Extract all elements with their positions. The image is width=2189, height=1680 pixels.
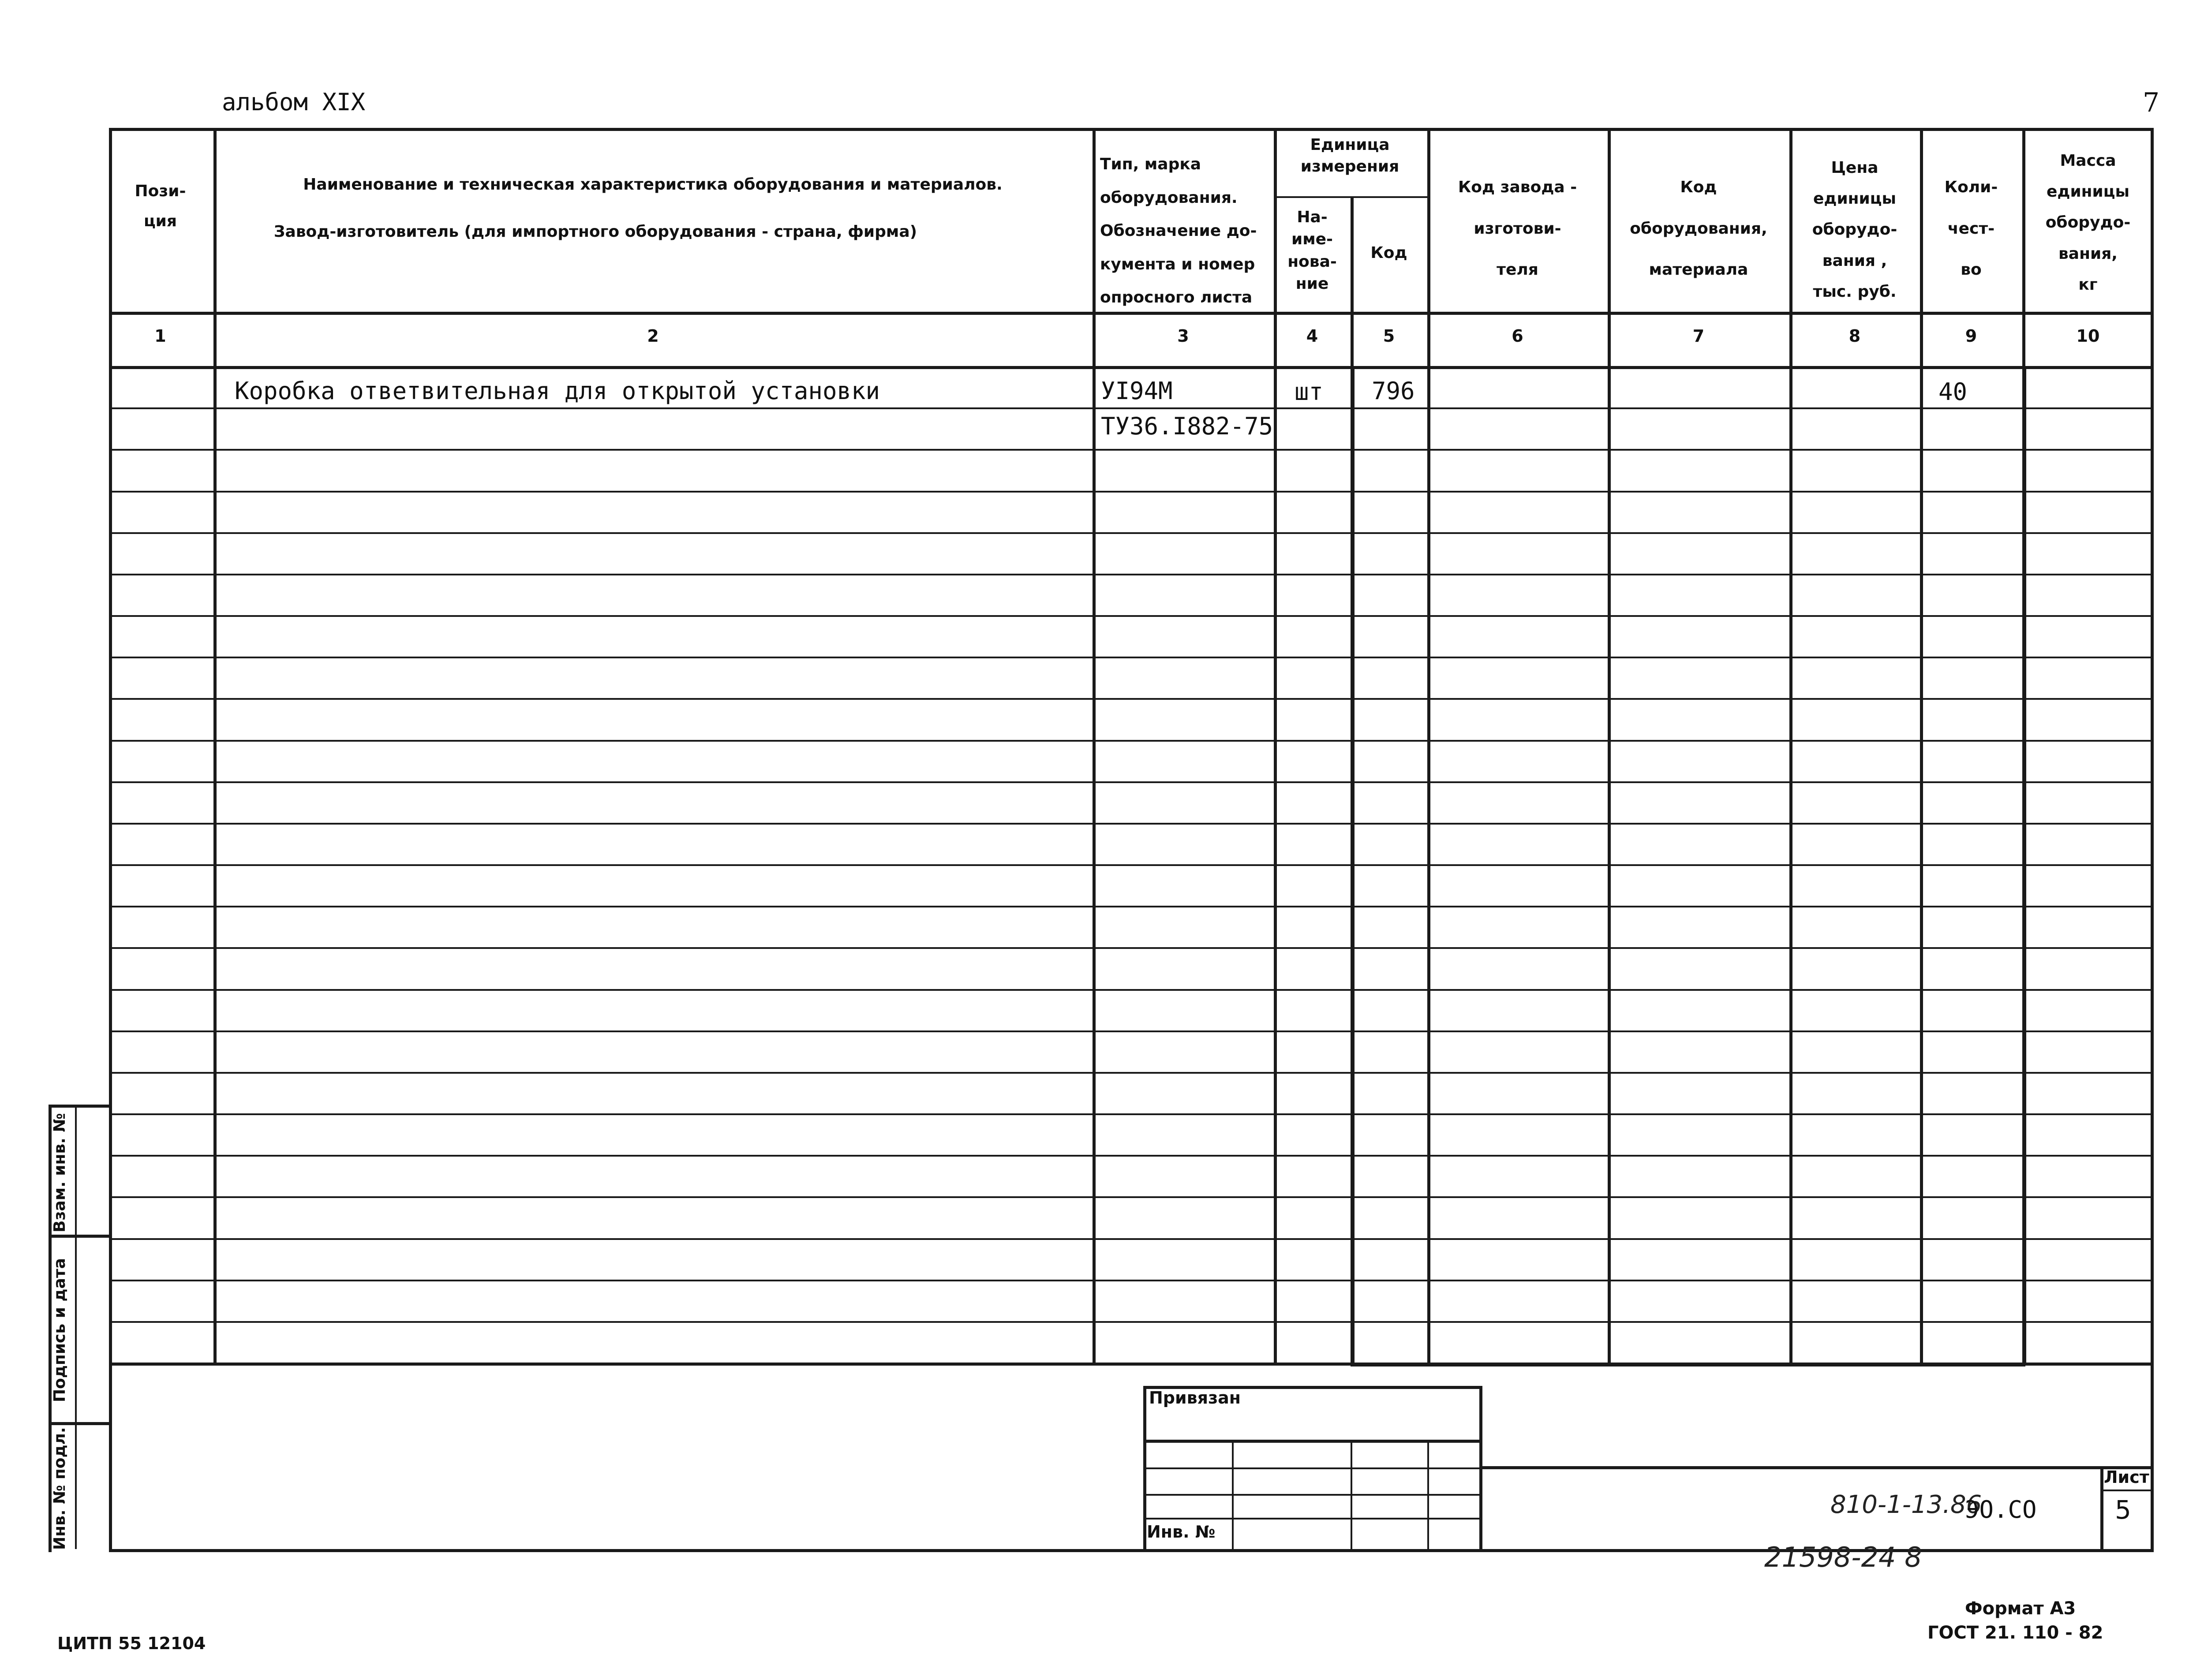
row-rule bbox=[109, 407, 2154, 409]
header-name: Наименование и техническая характеристика оборудования и материалов. bbox=[303, 175, 1003, 194]
column-number: 4 bbox=[1306, 326, 1318, 346]
column-number: 6 bbox=[1512, 326, 1523, 346]
box-left bbox=[1351, 366, 1355, 1365]
row-rule bbox=[109, 823, 2154, 825]
bound-block-col bbox=[1427, 1440, 1429, 1549]
row-1-quantity: 40 bbox=[1938, 378, 1968, 406]
gost-label: ГОСТ 21. 110 - 82 bbox=[1927, 1623, 2103, 1643]
header-equipment-code: Код оборудования, материала bbox=[1630, 178, 1767, 279]
row-2-type: ТУ36.I882-75 bbox=[1101, 412, 1273, 440]
sheet-label: Лист bbox=[2104, 1467, 2149, 1487]
title-strip-top bbox=[1479, 1466, 2154, 1469]
column-number: 2 bbox=[647, 326, 659, 346]
column-number: 9 bbox=[1965, 326, 1977, 346]
row-rule bbox=[109, 1072, 2154, 1074]
inv-label: Инв. № bbox=[1147, 1522, 1216, 1542]
row-rule bbox=[109, 947, 2154, 949]
column-rule bbox=[213, 128, 217, 1363]
album-label: альбом XIX bbox=[222, 88, 366, 116]
side-stamp-signature-date: Подпись и дата bbox=[51, 1258, 69, 1402]
side-stamp-top bbox=[49, 1105, 109, 1108]
header-unit-code: Код bbox=[1370, 244, 1407, 262]
frame-top bbox=[109, 128, 2154, 131]
column-number: 7 bbox=[1692, 326, 1705, 346]
bound-block-col bbox=[1351, 1440, 1352, 1549]
row-rule bbox=[109, 1030, 2154, 1032]
row-1-name: Коробка ответвительная для открытой установки bbox=[235, 377, 880, 405]
box-right bbox=[2022, 366, 2026, 1365]
format-label: Формат А3 bbox=[1965, 1598, 2076, 1619]
header-position: Пози- ция bbox=[135, 182, 186, 231]
sheet-number: 5 bbox=[2115, 1495, 2131, 1525]
side-stamp-sep-2 bbox=[49, 1422, 109, 1425]
column-number: 8 bbox=[1848, 326, 1861, 346]
header-name-sub: Завод-изготовитель (для импортного оборудования - страна, фирма) bbox=[273, 223, 917, 241]
row-rule bbox=[109, 532, 2154, 534]
row-rule bbox=[109, 657, 2154, 658]
side-stamp-original-inv: Инв. № подл. bbox=[51, 1427, 69, 1550]
row-rule bbox=[109, 989, 2154, 991]
row-rule bbox=[109, 491, 2154, 493]
column-number: 10 bbox=[2076, 326, 2100, 346]
row-rule bbox=[109, 1196, 2154, 1198]
row-rule bbox=[109, 1113, 2154, 1115]
side-stamp-sep-1 bbox=[49, 1235, 109, 1238]
column-rule bbox=[1608, 128, 1611, 1363]
bound-block-col bbox=[1232, 1440, 1234, 1549]
document-code: 810-1-13.86 bbox=[1830, 1490, 1982, 1519]
header-unit: Единица измерения bbox=[1300, 136, 1399, 175]
sheet-box-rule bbox=[2100, 1490, 2154, 1491]
row-rule bbox=[109, 615, 2154, 617]
numbers-bottom-rule bbox=[109, 366, 2154, 369]
header-manufacturer-code: Код завода - изготови- теля bbox=[1458, 178, 1577, 279]
section-code: ЭО.СО bbox=[1965, 1496, 2037, 1523]
handwritten-number: 21598-24 8 bbox=[1764, 1541, 1922, 1573]
sheet-box-left bbox=[2100, 1466, 2103, 1549]
unit-header-rule bbox=[1274, 196, 1427, 198]
row-rule bbox=[109, 740, 2154, 742]
header-mass: Масса единицы оборудо- вания, кг bbox=[2045, 152, 2131, 294]
column-number: 3 bbox=[1177, 326, 1189, 346]
publisher-label: ЦИТП 55 12104 bbox=[57, 1634, 206, 1653]
row-rule bbox=[109, 1321, 2154, 1323]
header-type: Тип, марка оборудования. Обозначение до- кумента и номер опросного листа bbox=[1100, 155, 1257, 307]
row-1-type: УI94М bbox=[1101, 377, 1173, 405]
column-rule bbox=[1920, 128, 1923, 1363]
bound-label: Привязан bbox=[1149, 1388, 1241, 1407]
header-quantity: Коли- чест- во bbox=[1944, 178, 1998, 279]
column-rule bbox=[1789, 128, 1792, 1363]
column-number: 1 bbox=[154, 326, 166, 346]
header-unit-name: На- име- нова- ние bbox=[1287, 208, 1337, 293]
row-rule bbox=[109, 698, 2154, 700]
row-rule bbox=[109, 574, 2154, 575]
side-stamp-mid bbox=[75, 1105, 77, 1549]
row-rule bbox=[109, 1155, 2154, 1157]
row-1-unit-code: 796 bbox=[1372, 377, 1415, 405]
header-price: Цена единицы оборудо- вания , тыс. руб. bbox=[1812, 159, 1897, 301]
side-stamp-replaced-inv: Взам. инв. № bbox=[51, 1113, 69, 1232]
row-rule bbox=[109, 1238, 2154, 1240]
column-number: 5 bbox=[1383, 326, 1395, 346]
box-bottom bbox=[1351, 1363, 2025, 1366]
page-number: 7 bbox=[2143, 87, 2160, 118]
row-rule bbox=[109, 781, 2154, 783]
row-rule bbox=[109, 449, 2154, 451]
row-rule bbox=[109, 864, 2154, 866]
row-rule bbox=[109, 1280, 2154, 1281]
row-1-unit-name: шт bbox=[1295, 378, 1324, 406]
row-rule bbox=[109, 906, 2154, 907]
column-rule bbox=[1427, 128, 1430, 1363]
